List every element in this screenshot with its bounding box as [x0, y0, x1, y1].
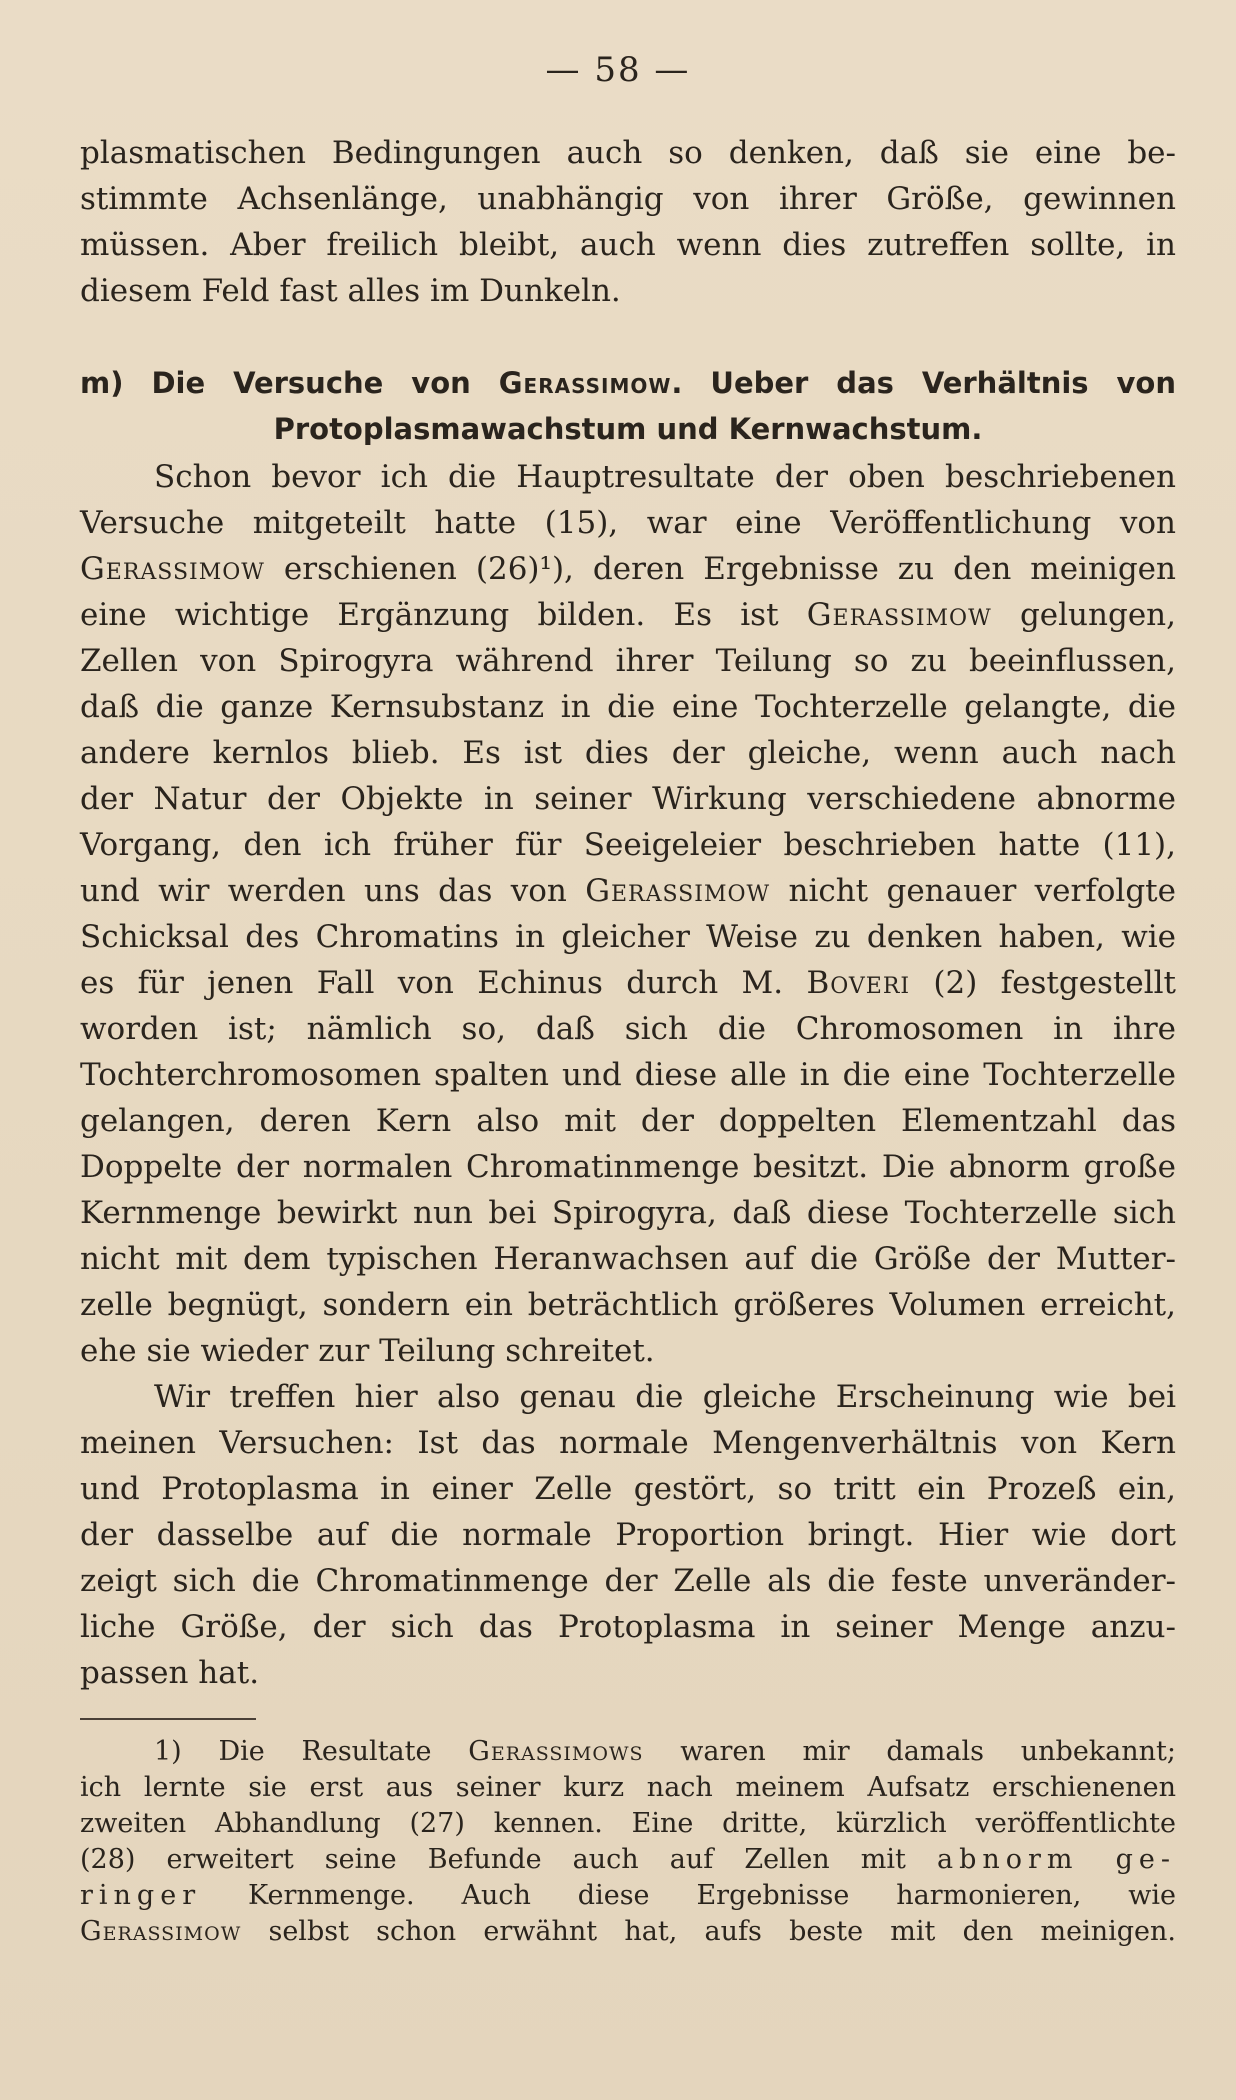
section-title-part: Die Versuche von — [151, 366, 471, 400]
text-line: andere kernlos blieb. Es ist dies der gleiche, wenn auch nach — [80, 735, 1176, 771]
section-heading-line — [80, 360, 1176, 406]
author-name: Gerassimow — [806, 597, 992, 633]
text-line: und Protoplasma in einer Zelle gestört, so tritt ein Prozeß ein, — [80, 1471, 1176, 1507]
section-heading-line: Protoplasmawachstum und Kernwachstum. — [273, 412, 983, 446]
text-line: zelle begnügt, sondern ein beträchtlich größeres Volumen erreicht, — [80, 1287, 1176, 1323]
text-segment: es für jenen Fall von Echinus durch M. — [80, 965, 807, 1001]
text-segment: und wir werden uns das von — [80, 873, 586, 909]
text-segment: erschienen (26)¹), deren Ergebnisse zu den meinigen — [264, 551, 1176, 587]
author-name: Boveri — [806, 965, 911, 1001]
text-line: daß die ganze Kernsubstanz in die eine Tochterzelle gelangte, die — [80, 689, 1176, 725]
text-segment: eine wichtige Ergänzung bilden. Es ist — [80, 597, 807, 633]
text-segment: waren mir damals unbekannt; — [643, 1736, 1176, 1767]
intro-paragraph — [80, 130, 1176, 314]
text-line: gelangen, deren Kern also mit der doppelten Elementzahl das — [80, 1103, 1176, 1139]
text-line: der dasselbe auf die normale Proportion bringt. Hier wie dort — [80, 1517, 1176, 1553]
text-line — [80, 868, 1176, 914]
text-line: Vorgang, den ich früher für Seeigeleier beschrieben hatte (11), — [80, 827, 1176, 863]
footnote-line — [80, 1734, 1176, 1770]
text-line: der Natur der Objekte in seiner Wirkung verschiedene abnorme — [80, 781, 1176, 817]
text-segment: gelungen, — [991, 597, 1176, 633]
author-name: Gerassimow — [498, 366, 672, 400]
text-segment: (28) erweitert seine Befunde auch auf Zellen mit — [80, 1844, 937, 1875]
page-number: — 58 — — [545, 50, 691, 90]
text-segment: 1) Die Resultate — [154, 1736, 469, 1767]
text-line — [80, 960, 1176, 1006]
text-line: Tochterchromosomen spalten und diese alle in die eine Tochterzelle — [80, 1057, 1176, 1093]
text-line: Schon bevor ich die Hauptresultate der oben beschriebenen — [154, 459, 1176, 495]
footnote-line — [80, 1878, 1176, 1914]
text-segment: selbst schon erwähnt hat, aufs beste mit den meinigen. — [241, 1916, 1176, 1947]
text-line: müssen. Aber freilich bleibt, auch wenn dies zutreffen sollte, in — [80, 227, 1176, 263]
footnote-line — [80, 1842, 1176, 1878]
text-line — [80, 546, 1176, 592]
section-label: m) — [80, 366, 124, 400]
footnote-separator — [80, 1718, 256, 1720]
emphasized-text: ringer — [80, 1880, 202, 1911]
text-line: Zellen von Spirogyra während ihrer Teilung so zu beeinflussen, — [80, 643, 1176, 679]
text-line: ehe sie wieder zur Teilung schreitet. — [80, 1333, 655, 1369]
text-line — [80, 592, 1176, 638]
text-segment: nicht genauer verfolgte — [770, 873, 1176, 909]
text-line: Versuche mitgeteilt hatte (15), war eine Veröffentlichung von — [80, 505, 1176, 541]
text-line: plasmatischen Bedingungen auch so denken, daß sie eine be- — [80, 135, 1176, 171]
text-line: Wir treffen hier also genau die gleiche Erscheinung wie bei — [154, 1379, 1176, 1415]
footnote-line: zweiten Abhandlung (27) kennen. Eine dritte, kürzlich veröffentlichte — [80, 1808, 1176, 1839]
text-line: nicht mit dem typischen Heranwachsen auf die Größe der Mutter- — [80, 1241, 1176, 1277]
text-segment: Kernmenge. Auch diese Ergebnisse harmonieren, wie — [201, 1880, 1176, 1911]
text-line: Kernmenge bewirkt nun bei Spirogyra, daß diese Tochterzelle sich — [80, 1195, 1176, 1231]
text-line: worden ist; nämlich so, daß sich die Chromosomen in ihre — [80, 1011, 1176, 1047]
text-segment: (2) festgestellt — [910, 965, 1177, 1001]
section-title-part: . Ueber das Verhältnis von — [671, 366, 1176, 400]
text-line: zeigt sich die Chromatinmenge der Zelle als die feste unveränder- — [80, 1563, 1176, 1599]
paragraph — [80, 1374, 1176, 1696]
text-line: stimmte Achsenlänge, unabhängig von ihrer Größe, gewinnen — [80, 181, 1176, 217]
page-body — [80, 130, 1176, 1950]
author-name: Gerassimow — [585, 873, 771, 909]
text-line: diesem Feld fast alles im Dunkeln. — [80, 273, 621, 309]
author-name: Gerassimow — [80, 1916, 242, 1947]
footnote-line — [80, 1914, 1176, 1950]
text-line: liche Größe, der sich das Protoplasma in seiner Menge anzu- — [80, 1609, 1176, 1645]
section-heading — [80, 360, 1176, 452]
text-line: meinen Versuchen: Ist das normale Mengenverhältnis von Kern — [80, 1425, 1176, 1461]
author-name: Gerassimow — [80, 551, 265, 587]
text-line: Doppelte der normalen Chromatinmenge besitzt. Die abnorm große — [80, 1149, 1176, 1185]
author-name: Gerassimows — [468, 1736, 644, 1767]
footnote-line: ich lernte sie erst aus seiner kurz nach meinem Aufsatz erschienenen — [80, 1772, 1176, 1803]
text-line: passen hat. — [80, 1655, 260, 1691]
emphasized-text: abnorm ge- — [936, 1844, 1176, 1875]
footnote — [80, 1734, 1176, 1950]
text-line: Schicksal des Chromatins in gleicher Weise zu denken haben, wie — [80, 919, 1176, 955]
paragraph — [80, 454, 1176, 1374]
